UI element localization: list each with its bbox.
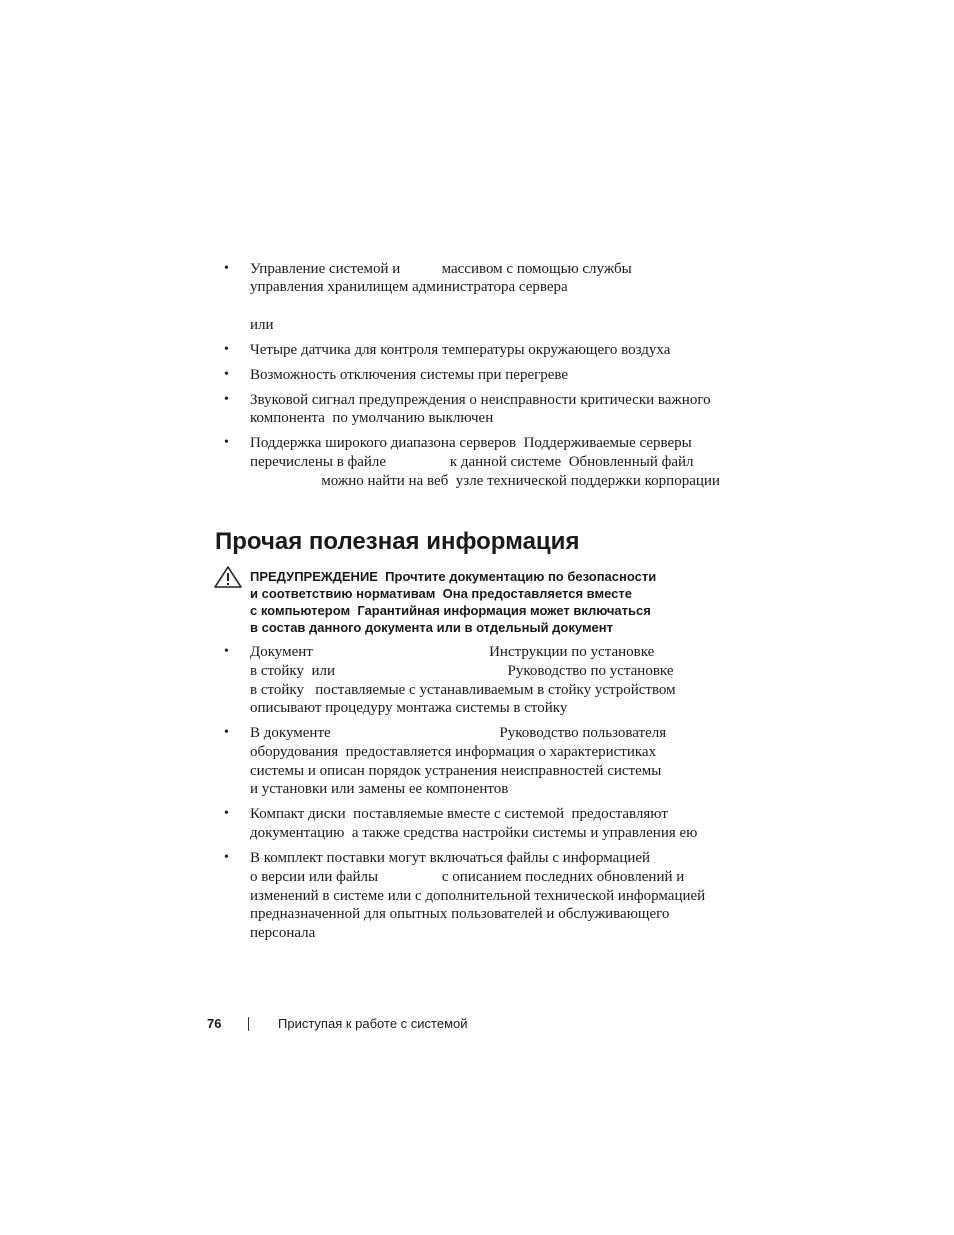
list-item-line: оборудования предоставляется информация о характеристиках (250, 744, 657, 760)
warning-text-line: с компьютером Гарантийная информация может включаться (250, 603, 651, 618)
list-item-line: Звуковой сигнал предупреждения о неисправности критически важного (250, 392, 711, 408)
footer-separator (248, 1017, 249, 1031)
bullet-marker: • (224, 806, 229, 821)
warning-icon (213, 565, 243, 589)
list-item-line: Поддержка широкого диапазона серверов Поддерживаемые серверы (250, 435, 692, 451)
list-item-line: изменений в системе или с дополнительной технической информацией (250, 888, 706, 904)
list-item-line: Компакт диски поставляемые вместе с системой предоставляют (250, 806, 668, 822)
bullet-marker: • (224, 725, 229, 740)
list-item-line: управления хранилищем администратора сервера (250, 279, 568, 295)
list-item-line: в стойку поставляемые с устанавливаемым в стойку устройством (250, 682, 676, 698)
list-item-line: и установки или замены ее компонентов (250, 781, 509, 797)
list-item-line: системы и описан порядок устранения неисправностей системы (250, 763, 662, 779)
bullet-marker: • (224, 850, 229, 865)
warning-text-line: в состав данного документа или в отдельный документ (250, 620, 614, 635)
warning-text-line: ПРЕДУПРЕЖДЕНИЕ Прочтите документацию по безопасности (250, 569, 657, 584)
list-item-line: документацию а также средства настройки системы и управления ею (250, 825, 698, 841)
bullet-marker: • (224, 367, 229, 382)
list-item-line: описывают процедуру монтажа системы в стойку (250, 700, 568, 716)
list-item-line: Документ Инструкции по установке (250, 644, 655, 660)
list-item-line: перечислены в файле к данной системе Обновленный файл (250, 454, 694, 470)
list-item-line: В комплект поставки могут включаться файлы с информацией (250, 850, 651, 866)
list-item-line: в стойку или Руководство по установке (250, 663, 674, 679)
bullet-marker: • (224, 342, 229, 357)
list-item-line: персонала (250, 925, 316, 941)
bullet-marker: • (224, 435, 229, 450)
warning-text-line: и соответствию нормативам Она предоставляется вместе (250, 586, 632, 601)
list-item-line: Управление системой и массивом с помощью службы (250, 261, 632, 277)
list-item-line: предназначенной для опытных пользователей и обслуживающего (250, 906, 670, 922)
list-item-line: о версии или файлы с описанием последних обновлений и (250, 869, 685, 885)
bullet-marker: • (224, 261, 229, 276)
list-item-line: В документе Руководство пользователя (250, 725, 667, 741)
list-item-line: Возможность отключения системы при перегреве (250, 367, 569, 383)
bullet-marker: • (224, 392, 229, 407)
bullet-marker: • (224, 644, 229, 659)
section-heading: Прочая полезная информация (215, 528, 580, 555)
page-number: 76 (207, 1016, 222, 1031)
list-item-line: Четыре датчика для контроля температуры окружающего воздуха (250, 342, 671, 358)
list-item-line: можно найти на веб узле технической поддержки корпорации (250, 473, 720, 489)
list-item-sub: или (250, 317, 274, 333)
footer-chapter-title: Приступая к работе с системой (278, 1016, 468, 1031)
list-item-line: компонента по умолчанию выключен (250, 410, 494, 426)
